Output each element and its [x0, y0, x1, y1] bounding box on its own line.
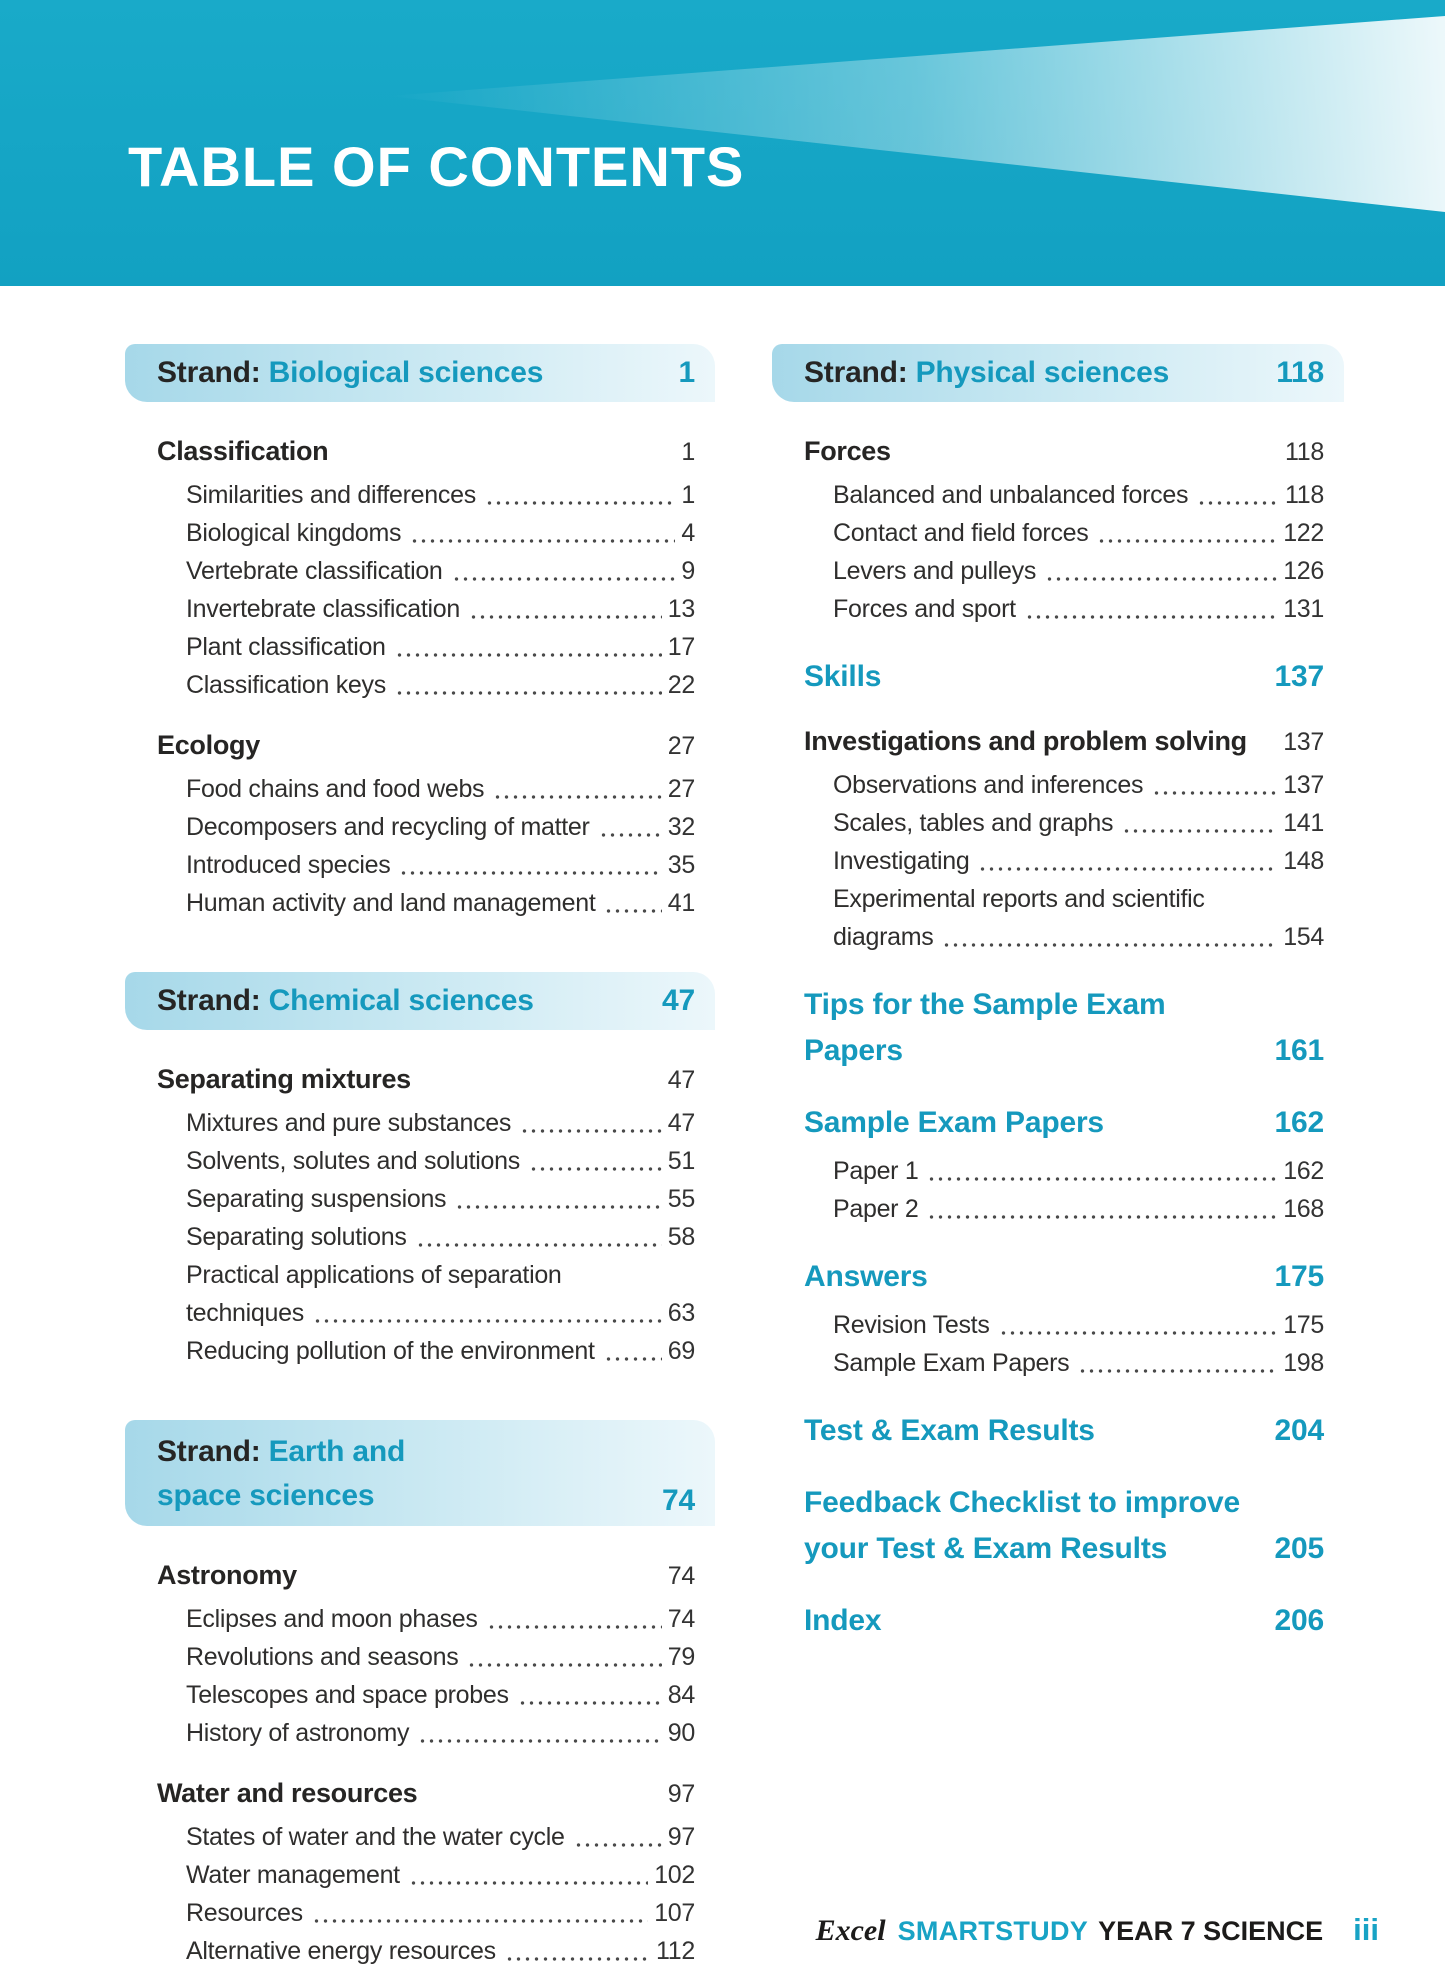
- entry-label: States of water and the water cycle: [186, 1823, 565, 1851]
- entry-label: Forces and sport: [833, 595, 1016, 623]
- toc-entry: [772, 476, 1344, 514]
- toc-entry-line: [186, 552, 695, 590]
- toc-entry: [125, 514, 715, 552]
- toc-entry-line: [186, 1218, 695, 1256]
- section-heading: [772, 722, 1344, 761]
- toc-entry: [125, 1638, 715, 1676]
- dot-leader: [927, 1176, 1277, 1182]
- teal-heading-label: Feedback Checklist to improve: [804, 1486, 1241, 1519]
- entry-label: Classification keys: [186, 671, 386, 699]
- dot-leader: [1152, 790, 1277, 796]
- teal-heading-line: [804, 1100, 1324, 1146]
- toc-entry: [125, 846, 715, 884]
- dot-leader: [942, 942, 1277, 948]
- page-title: TABLE OF CONTENTS: [128, 135, 745, 198]
- entry-label: diagrams: [833, 923, 934, 951]
- teal-heading-label: Answers: [804, 1260, 928, 1293]
- toc-entry: [125, 1218, 715, 1256]
- toc-entry-line: [186, 1894, 695, 1932]
- page-number: 1: [681, 438, 695, 466]
- dot-leader: [1097, 538, 1277, 544]
- dot-leader: [493, 794, 662, 800]
- entry-label: Decomposers and recycling of matter: [186, 813, 590, 841]
- toc-entry: [772, 880, 1344, 956]
- page-number: 13: [667, 595, 695, 623]
- toc-entry: [125, 1894, 715, 1932]
- section-heading-label: Investigations and problem solving: [804, 726, 1247, 756]
- toc-entry-line: [186, 1818, 695, 1856]
- page-number: 162: [1283, 1157, 1324, 1185]
- toc-entry: [125, 590, 715, 628]
- page-number: 97: [667, 1823, 695, 1851]
- page-number: 131: [1283, 595, 1324, 623]
- strand-prefix-label: Strand:: [157, 984, 261, 1017]
- entry-label: Invertebrate classification: [186, 595, 460, 623]
- strand-prefix-label: Strand:: [157, 1435, 261, 1468]
- page-number: 137: [1283, 728, 1324, 756]
- page-number: 47: [667, 1109, 695, 1137]
- section-heading: [125, 1556, 715, 1595]
- teal-heading-label: your Test & Exam Results: [804, 1532, 1168, 1565]
- page-number: 118: [1285, 481, 1324, 509]
- section-heading-label: Ecology: [157, 730, 260, 760]
- toc-entry-line: [833, 590, 1324, 628]
- page-number: 55: [667, 1185, 695, 1213]
- dot-leader: [505, 1956, 650, 1962]
- section-heading: [125, 726, 715, 765]
- dot-leader: [529, 1166, 662, 1172]
- toc-entry: [125, 1856, 715, 1894]
- dot-leader: [409, 1880, 648, 1886]
- page-number: 161: [1274, 1034, 1324, 1067]
- teal-heading: [772, 1408, 1344, 1454]
- toc-entry-line: [186, 1180, 695, 1218]
- page-number: 32: [667, 813, 695, 841]
- toc-entry-line: [186, 1932, 695, 1970]
- page-number: 84: [667, 1681, 695, 1709]
- teal-heading: [772, 1598, 1344, 1644]
- section-heading: [772, 432, 1344, 471]
- teal-heading-line: [804, 1526, 1324, 1572]
- page-number: 51: [667, 1147, 695, 1175]
- toc-entry: [772, 1344, 1344, 1382]
- entry-label: Investigating: [833, 847, 970, 875]
- toc-entry: [772, 1306, 1344, 1344]
- toc-entry-line: [833, 1152, 1324, 1190]
- page-number: 90: [667, 1719, 695, 1747]
- dot-leader: [452, 576, 676, 582]
- strand-header: [125, 1420, 715, 1526]
- strand-header: [125, 972, 715, 1030]
- page-number: 204: [1274, 1414, 1324, 1447]
- teal-heading-line: [804, 1254, 1324, 1300]
- brand-smartstudy: SMARTSTUDY: [897, 1916, 1089, 1946]
- section-heading: [125, 1774, 715, 1813]
- toc-entry-line: [186, 1256, 695, 1294]
- toc-entry-line: [833, 880, 1324, 918]
- entry-label: Introduced species: [186, 851, 391, 879]
- toc-entry: [125, 1142, 715, 1180]
- entry-label: techniques: [186, 1299, 304, 1327]
- teal-heading: [772, 1254, 1344, 1300]
- toc-entry-line: [833, 1190, 1324, 1228]
- toc-entry-line: [186, 628, 695, 666]
- page-number: 168: [1283, 1195, 1324, 1223]
- entry-label: Solvents, solutes and solutions: [186, 1147, 520, 1175]
- page-number: 175: [1283, 1311, 1324, 1339]
- toc-entry-line: [833, 842, 1324, 880]
- dot-leader: [395, 652, 662, 658]
- strand-title: [157, 979, 662, 1023]
- toc-entry-line: [186, 846, 695, 884]
- page-number: 162: [1274, 1106, 1324, 1139]
- strand-prefix-label: Strand:: [804, 356, 908, 389]
- teal-heading-line: [804, 654, 1324, 700]
- page-number: 137: [1283, 771, 1324, 799]
- entry-label: Experimental reports and scientific: [833, 885, 1205, 913]
- entry-label: Levers and pulleys: [833, 557, 1037, 585]
- section-heading-label: Forces: [804, 436, 891, 466]
- page-number: 47: [667, 1066, 695, 1094]
- strand-name-label: Earth and: [268, 1435, 406, 1468]
- teal-heading: [772, 1100, 1344, 1146]
- toc-entry-line: [833, 804, 1324, 842]
- strand-title-line: [157, 1474, 662, 1518]
- toc-entry-line: [186, 476, 695, 514]
- entry-label: Alternative energy resources: [186, 1937, 496, 1965]
- toc-entry: [125, 1676, 715, 1714]
- dot-leader: [1025, 614, 1277, 620]
- dot-leader: [416, 1242, 662, 1248]
- entry-label: Revision Tests: [833, 1311, 990, 1339]
- folio-page-number: iii: [1353, 1912, 1379, 1947]
- toc-entry: [125, 1256, 715, 1332]
- strand-header: [772, 344, 1344, 402]
- teal-heading-line: [804, 1598, 1324, 1644]
- series-title: YEAR 7 SCIENCE: [1098, 1916, 1324, 1946]
- page-number: 126: [1283, 557, 1324, 585]
- dot-leader: [520, 1128, 662, 1134]
- toc-entry: [125, 476, 715, 514]
- dot-leader: [467, 1662, 661, 1668]
- strand-title: [804, 351, 1276, 395]
- toc-entry-line: [186, 590, 695, 628]
- teal-heading: [772, 1480, 1344, 1572]
- entry-label: Human activity and land management: [186, 889, 596, 917]
- toc-entry-line: [186, 1638, 695, 1676]
- teal-heading-label: Sample Exam Papers: [804, 1106, 1104, 1139]
- page-number: 1: [681, 481, 695, 509]
- dot-leader: [599, 832, 662, 838]
- page-banner: [0, 0, 1445, 286]
- entry-label: Separating solutions: [186, 1223, 407, 1251]
- section-heading-label: Classification: [157, 436, 329, 466]
- entry-label: Balanced and unbalanced forces: [833, 481, 1189, 509]
- toc-entry: [125, 1600, 715, 1638]
- page-number: 148: [1283, 847, 1324, 875]
- entry-label: Water management: [186, 1861, 400, 1889]
- dot-leader: [395, 690, 662, 696]
- page-number: 154: [1283, 923, 1324, 951]
- dot-leader: [978, 866, 1277, 872]
- dot-leader: [418, 1738, 662, 1744]
- toc-entry-line: [186, 808, 695, 846]
- entry-label: Food chains and food webs: [186, 775, 485, 803]
- page-number: 63: [667, 1299, 695, 1327]
- entry-label: Reducing pollution of the environment: [186, 1337, 595, 1365]
- teal-heading-line: [804, 982, 1324, 1028]
- page-number: 4: [681, 519, 695, 547]
- entry-label: Separating suspensions: [186, 1185, 447, 1213]
- toc-entry-line: [186, 1142, 695, 1180]
- page-number: 175: [1274, 1260, 1324, 1293]
- page-number: 112: [656, 1937, 695, 1965]
- toc-entry: [125, 884, 715, 922]
- page-number: 122: [1283, 519, 1324, 547]
- strand-page-number: 74: [662, 1484, 695, 1517]
- right-column: [772, 344, 1344, 1970]
- page-number: 27: [667, 775, 695, 803]
- toc-entry: [125, 1180, 715, 1218]
- strand-title-line: [157, 351, 679, 395]
- entry-label: Resources: [186, 1899, 303, 1927]
- dot-leader: [487, 1624, 662, 1630]
- strand-name-label: Physical sciences: [915, 356, 1170, 389]
- dot-leader: [313, 1318, 662, 1324]
- page-number: 206: [1274, 1604, 1324, 1637]
- page-number: 205: [1274, 1532, 1324, 1565]
- page-number: 137: [1274, 660, 1324, 693]
- dot-leader: [1078, 1368, 1277, 1374]
- dot-leader: [999, 1330, 1278, 1336]
- strand-page-number: 1: [678, 356, 695, 389]
- strand-title: [157, 1430, 662, 1518]
- toc-entry-line: [833, 1344, 1324, 1382]
- dot-leader: [518, 1700, 662, 1706]
- teal-heading-line: [804, 1028, 1324, 1074]
- toc-entry-line: [186, 770, 695, 808]
- toc-entry-line: [833, 1306, 1324, 1344]
- page-number: 9: [681, 557, 695, 585]
- dot-leader: [1197, 500, 1279, 506]
- dot-leader: [485, 500, 675, 506]
- toc-entry-line: [186, 884, 695, 922]
- page-number: 198: [1283, 1349, 1324, 1377]
- toc-entry: [125, 1104, 715, 1142]
- toc-entry-line: [833, 918, 1324, 956]
- toc-entry-line: [833, 766, 1324, 804]
- teal-heading-line: [804, 1480, 1324, 1526]
- entry-label: Paper 2: [833, 1195, 919, 1223]
- page-footer: [816, 1912, 1379, 1948]
- entry-label: Revolutions and seasons: [186, 1643, 459, 1671]
- toc-entry-line: [186, 1676, 695, 1714]
- entry-label: Similarities and differences: [186, 481, 476, 509]
- page-number: 41: [667, 889, 695, 917]
- section-heading-label: Water and resources: [157, 1778, 418, 1808]
- dot-leader: [1045, 576, 1277, 582]
- entry-label: History of astronomy: [186, 1719, 410, 1747]
- toc-entry: [125, 666, 715, 704]
- teal-heading-label: Skills: [804, 660, 882, 693]
- dot-leader: [574, 1842, 662, 1848]
- strand-title-line: [804, 351, 1276, 395]
- entry-label: Sample Exam Papers: [833, 1349, 1070, 1377]
- toc-entry: [125, 1714, 715, 1752]
- entry-label: Practical applications of separation: [186, 1261, 562, 1289]
- toc-entry-line: [186, 1856, 695, 1894]
- toc-entry-line: [186, 666, 695, 704]
- strand-name-label: Chemical sciences: [268, 984, 534, 1017]
- page-number: 35: [667, 851, 695, 879]
- strand-title: [157, 351, 679, 395]
- toc-entry: [125, 770, 715, 808]
- page-number: 58: [667, 1223, 695, 1251]
- toc-entry-line: [186, 514, 695, 552]
- toc-entry-line: [833, 552, 1324, 590]
- toc-entry: [772, 552, 1344, 590]
- toc-entry: [772, 766, 1344, 804]
- page-number: 17: [667, 633, 695, 661]
- toc-entry: [772, 1190, 1344, 1228]
- toc-entry: [772, 1152, 1344, 1190]
- toc-entry: [125, 808, 715, 846]
- teal-heading-line: [804, 1408, 1324, 1454]
- toc-entry-line: [186, 1294, 695, 1332]
- entry-label: Paper 1: [833, 1157, 919, 1185]
- page-number: 79: [667, 1643, 695, 1671]
- dot-leader: [312, 1918, 648, 1924]
- page-number: 74: [667, 1562, 695, 1590]
- teal-heading-label: Test & Exam Results: [804, 1414, 1095, 1447]
- strand-title-line: [157, 1430, 662, 1474]
- toc-entry-line: [833, 514, 1324, 552]
- strand-title-line: [157, 979, 662, 1023]
- toc-entry-line: [186, 1600, 695, 1638]
- section-heading: [125, 1060, 715, 1099]
- entry-label: Mixtures and pure substances: [186, 1109, 512, 1137]
- toc-entry-line: [186, 1714, 695, 1752]
- entry-label: Plant classification: [186, 633, 386, 661]
- dot-leader: [927, 1214, 1277, 1220]
- teal-heading-label: Papers: [804, 1034, 903, 1067]
- strand-page-number: 118: [1276, 356, 1324, 389]
- dot-leader: [1122, 828, 1277, 834]
- toc-entry: [772, 804, 1344, 842]
- dot-leader: [469, 614, 662, 620]
- dot-leader: [410, 538, 675, 544]
- page-number: 27: [667, 732, 695, 760]
- teal-heading-label: Index: [804, 1604, 882, 1637]
- teal-heading: [772, 982, 1344, 1074]
- page-number: 118: [1285, 438, 1324, 466]
- toc-entry-line: [186, 1332, 695, 1370]
- teal-heading: [772, 654, 1344, 700]
- toc-entry: [772, 514, 1344, 552]
- page-number: 69: [667, 1337, 695, 1365]
- section-heading-label: Separating mixtures: [157, 1064, 411, 1094]
- strand-name-label: Biological sciences: [268, 356, 544, 389]
- entry-label: Observations and inferences: [833, 771, 1144, 799]
- page-number: 97: [667, 1780, 695, 1808]
- dot-leader: [604, 1356, 662, 1362]
- page-number: 107: [654, 1899, 695, 1927]
- left-column: [125, 344, 715, 1970]
- entry-label: Scales, tables and graphs: [833, 809, 1114, 837]
- page-number: 102: [654, 1861, 695, 1889]
- toc-entry: [125, 1332, 715, 1370]
- page-number: 22: [667, 671, 695, 699]
- toc-entry-line: [833, 476, 1324, 514]
- toc-entry: [125, 552, 715, 590]
- dot-leader: [604, 908, 661, 914]
- entry-label: Contact and field forces: [833, 519, 1089, 547]
- page-number: 74: [667, 1605, 695, 1633]
- toc-entry-line: [186, 1104, 695, 1142]
- teal-heading-label: Tips for the Sample Exam: [804, 988, 1166, 1021]
- section-heading: [125, 432, 715, 471]
- entry-label: Telescopes and space probes: [186, 1681, 509, 1709]
- strand-prefix-label: Strand:: [157, 356, 261, 389]
- dot-leader: [455, 1204, 662, 1210]
- toc-entry: [125, 1818, 715, 1856]
- toc-entry: [125, 628, 715, 666]
- strand-name-label: space sciences: [157, 1479, 375, 1512]
- toc-entry: [125, 1932, 715, 1970]
- strand-header: [125, 344, 715, 402]
- toc-entry: [772, 842, 1344, 880]
- entry-label: Eclipses and moon phases: [186, 1605, 478, 1633]
- dot-leader: [399, 870, 661, 876]
- strand-page-number: 47: [662, 984, 695, 1017]
- brand-excel: Excel: [815, 1914, 886, 1947]
- toc-content: [0, 286, 1445, 1970]
- entry-label: Vertebrate classification: [186, 557, 443, 585]
- section-heading-label: Astronomy: [157, 1560, 297, 1590]
- entry-label: Biological kingdoms: [186, 519, 402, 547]
- toc-entry: [772, 590, 1344, 628]
- page-number: 141: [1283, 809, 1324, 837]
